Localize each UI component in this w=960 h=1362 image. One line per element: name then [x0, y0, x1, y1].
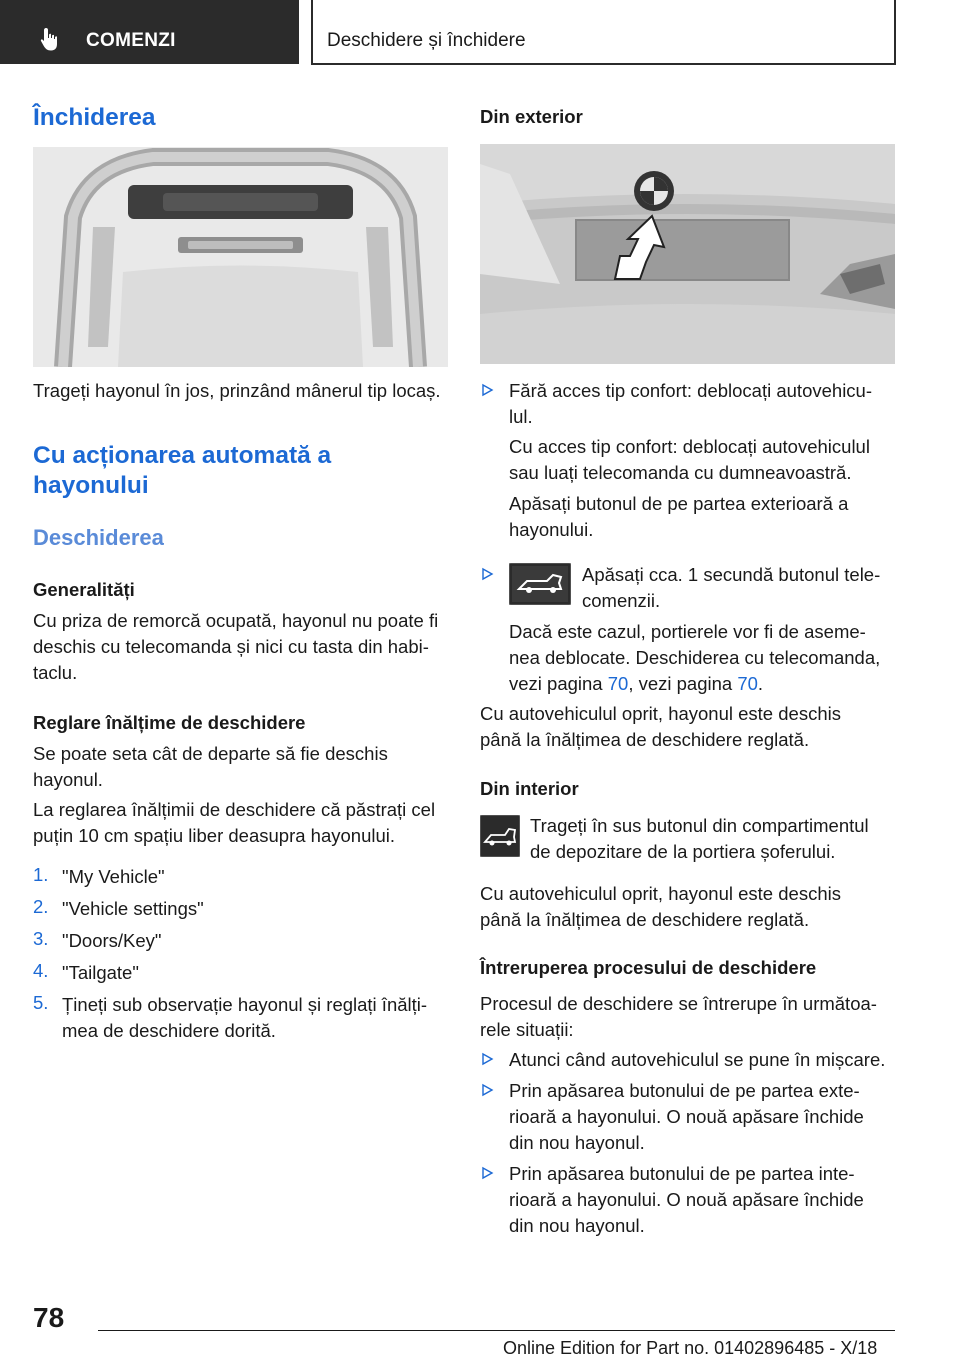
- bullet-text: Cu acces tip confort: deblocați autovehiculul: [509, 436, 870, 457]
- tailgate-interior-illustration: [33, 147, 448, 367]
- step-text: "Doors/Key": [62, 930, 162, 951]
- bullet-text: Apăsați cca. 1 secundă butonul tele-: [582, 564, 881, 585]
- bullet-text: Prin apăsarea butonului de pe partea inte-: [509, 1163, 855, 1184]
- step-text: "Vehicle settings": [62, 898, 204, 919]
- bullet-text: din nou hayonul.: [509, 1215, 645, 1236]
- step-number: 3.: [33, 928, 49, 949]
- bullet-text: hayonului.: [509, 519, 594, 540]
- step-number: 4.: [33, 960, 49, 981]
- body-text: Cu autovehiculul oprit, hayonul este deschis: [480, 883, 841, 904]
- section-tab: [0, 0, 299, 64]
- body-text: Procesul de deschidere se întrerupe în următoa-: [480, 993, 877, 1014]
- general-line: taclu.: [33, 662, 78, 683]
- caption-closing: Trageți hayonul în jos, prinzând mânerul tip locaș.: [33, 380, 441, 401]
- bullet-text: Dacă este cazul, portierele vor fi de aseme-: [509, 621, 866, 642]
- heading-auto-line2: hayonului: [33, 472, 149, 499]
- text-part: , vezi pagina: [628, 673, 738, 694]
- height-line: puțin 10 cm spațiu liber deasupra hayonului.: [33, 825, 396, 846]
- page-link[interactable]: 70: [737, 673, 758, 694]
- heading-inside: Din interior: [480, 778, 579, 799]
- step-number: 1.: [33, 864, 49, 885]
- body-text: Cu autovehiculul oprit, hayonul este deschis: [480, 703, 841, 724]
- general-line: Cu priza de remorcă ocupată, hayonul nu poate fi: [33, 610, 439, 631]
- bullet-text: comenzii.: [582, 590, 661, 611]
- chapter-header: [311, 0, 896, 65]
- bullet-text: din nou hayonul.: [509, 1132, 645, 1153]
- height-line: hayonul.: [33, 769, 103, 790]
- interrupt-title: Întreruperea procesului de deschidere: [480, 957, 817, 978]
- body-text: de depozitare de la portiera șoferului.: [530, 841, 836, 862]
- chapter-title: Deschidere și închidere: [327, 30, 526, 51]
- step-text: "My Vehicle": [62, 866, 165, 887]
- heading-auto-line1: Cu acționarea automată a: [33, 442, 332, 469]
- step-text-cont: mea de deschidere dorită.: [62, 1020, 276, 1041]
- triangle-bullet-icon: [480, 1052, 494, 1066]
- bullet-text: lul.: [509, 406, 533, 427]
- bullet-text: Apăsați butonul de pe partea exterioară a: [509, 493, 849, 514]
- bullet-text: Atunci când autovehiculul se pune în mișcare.: [509, 1049, 886, 1070]
- bullet-text: Prin apăsarea butonului de pe partea exte-: [509, 1080, 860, 1101]
- height-title: Reglare înălțime de deschidere: [33, 712, 306, 733]
- rear-emblem-illustration: [480, 144, 895, 364]
- bullet-text: Fără acces tip confort: deblocați autovehicu-: [509, 380, 872, 401]
- body-text: până la înălțimea de deschidere reglată.: [480, 909, 810, 930]
- steps-list: [33, 864, 448, 1064]
- body-text: Trageți în sus butonul din compartimentul: [530, 815, 869, 836]
- section-tab-label: COMENZI: [86, 30, 176, 51]
- heading-closing: Închiderea: [33, 104, 156, 131]
- heading-opening: Deschiderea: [33, 525, 164, 550]
- edition-text: Online Edition for Part no. 01402896485 - X/18: [503, 1338, 878, 1358]
- height-line: Se poate seta cât de departe să fie deschis: [33, 743, 388, 764]
- general-title: Generalități: [33, 579, 135, 600]
- text-part: vezi pagina: [509, 673, 608, 694]
- body-text: până la înălțimea de deschidere reglată.: [480, 729, 810, 750]
- height-line: La reglarea înălțimii de deschidere că păstrați cel: [33, 799, 436, 820]
- footer-rule: [98, 1330, 895, 1331]
- triangle-bullet-icon: [480, 1083, 494, 1097]
- car-tailgate-open-icon: [509, 563, 571, 605]
- step-number: 2.: [33, 896, 49, 917]
- page-link[interactable]: 70: [607, 673, 629, 694]
- bullet-text: sau luați telecomanda cu dumneavoastră.: [509, 462, 852, 483]
- text-part: .: [757, 673, 764, 694]
- bullet-text-with-links: [509, 671, 763, 697]
- body-text: rele situații:: [480, 1019, 574, 1040]
- page-number: 78: [33, 1302, 65, 1333]
- general-line: deschis cu telecomanda și nici cu tasta din habi-: [33, 636, 429, 657]
- step-text: "Tailgate": [62, 962, 139, 983]
- step-text: Țineți sub observație hayonul și reglați înălți-: [62, 994, 428, 1015]
- triangle-bullet-icon: [480, 567, 494, 581]
- triangle-bullet-icon: [480, 383, 494, 397]
- bullet-text: rioară a hayonului. O nouă apăsare închide: [509, 1106, 864, 1127]
- triangle-bullet-icon: [480, 1166, 494, 1180]
- bullet-text: rioară a hayonului. O nouă apăsare închide: [509, 1189, 864, 1210]
- interior-tailgate-button-icon: [480, 815, 520, 857]
- heading-outside: Din exterior: [480, 106, 583, 127]
- hand-touch-icon: [38, 26, 64, 52]
- bullet-text: nea deblocate. Deschiderea cu telecomanda,: [509, 647, 881, 668]
- step-number: 5.: [33, 992, 49, 1013]
